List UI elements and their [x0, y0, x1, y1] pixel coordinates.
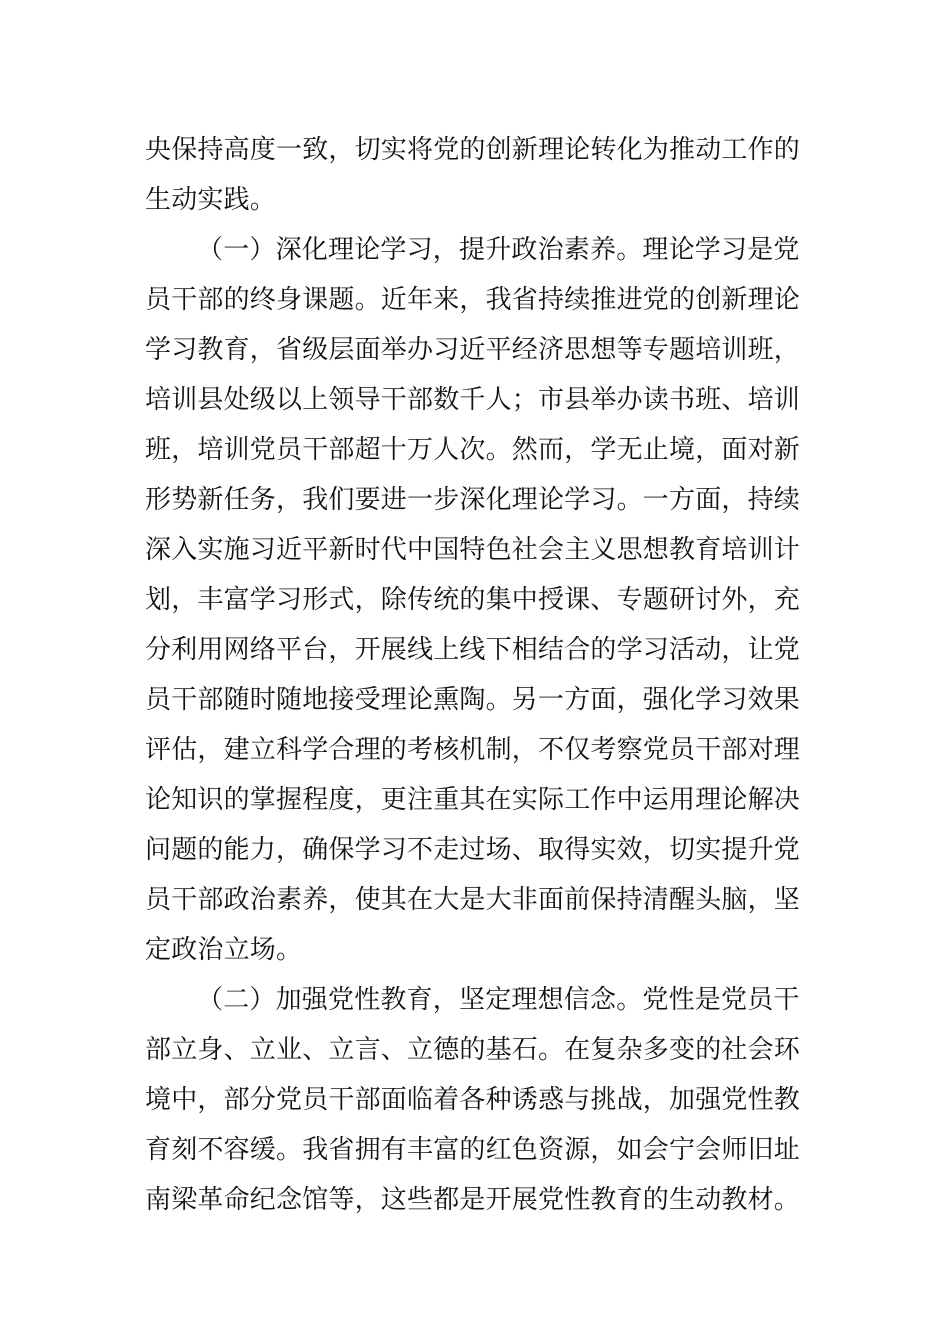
text-line: 生动实践。: [145, 185, 277, 215]
section-heading-line: （一）深化理论学习，提升政治素养。理论学习是党: [197, 235, 800, 265]
text-line: 问题的能力，确保学习不走过场、取得实效，切实提升党: [145, 835, 801, 865]
text-line: 分利用网络平台，开展线上线下相结合的学习活动，让党: [145, 635, 801, 665]
text-line: 央保持高度一致，切实将党的创新理论转化为推动工作的: [145, 135, 801, 165]
text-line: 培训县处级以上领导干部数千人；市县举办读书班、培训: [145, 385, 801, 415]
text-line: 员干部的终身课题。近年来，我省持续推进党的创新理论: [145, 285, 801, 315]
section-heading-line: （二）加强党性教育，坚定理想信念。党性是党员干: [197, 985, 800, 1015]
text-line: 员干部政治素养，使其在大是大非面前保持清醒头脑，坚: [145, 885, 801, 915]
text-line: 班，培训党员干部超十万人次。然而，学无止境，面对新: [145, 435, 801, 465]
text-line: 南梁革命纪念馆等，这些都是开展党性教育的生动教材。: [145, 1185, 801, 1215]
text-line: 育刻不容缓。我省拥有丰富的红色资源，如会宁会师旧址: [145, 1135, 801, 1165]
text-line: 形势新任务，我们要进一步深化理论学习。一方面，持续: [145, 485, 801, 515]
text-line: 部立身、立业、立言、立德的基石。在复杂多变的社会环: [145, 1035, 801, 1065]
text-line: 员干部随时随地接受理论熏陶。另一方面，强化学习效果: [145, 685, 801, 715]
text-line: 学习教育，省级层面举办习近平经济思想等专题培训班，: [145, 335, 801, 365]
text-line: 划，丰富学习形式，除传统的集中授课、专题研讨外，充: [145, 585, 801, 615]
text-line: 评估，建立科学合理的考核机制，不仅考察党员干部对理: [145, 735, 801, 765]
text-line: 深入实施习近平新时代中国特色社会主义思想教育培训计: [145, 535, 801, 565]
text-line: 论知识的掌握程度，更注重其在实际工作中运用理论解决: [145, 785, 801, 815]
text-line: 境中，部分党员干部面临着各种诱惑与挑战，加强党性教: [145, 1085, 801, 1115]
text-line: 定政治立场。: [145, 935, 303, 965]
